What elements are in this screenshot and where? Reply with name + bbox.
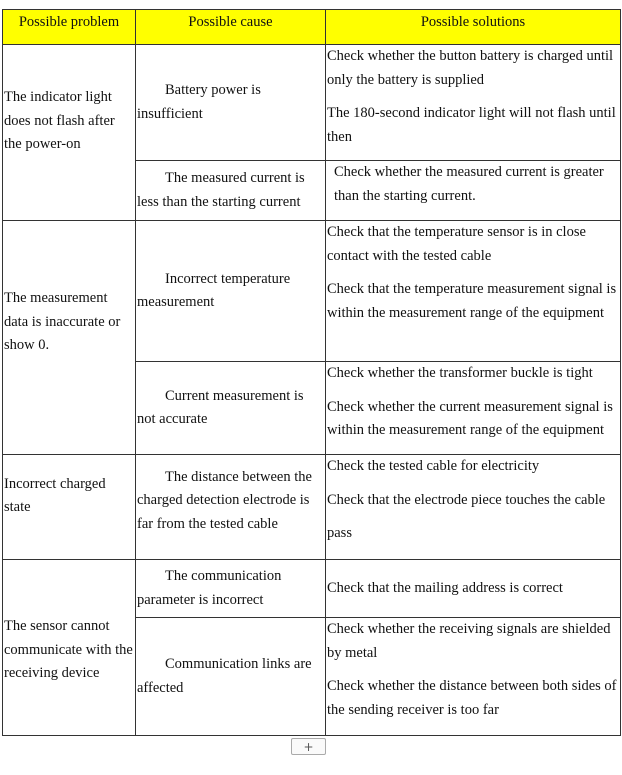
cause-text: Battery power is insufficient xyxy=(137,82,261,122)
cause-cell xyxy=(136,362,326,455)
header-solution: Possible solutions xyxy=(326,10,621,45)
add-row-button[interactable]: + xyxy=(291,738,326,755)
cause-text: The distance between the charged detection electrode is far from the tested cable xyxy=(137,468,312,532)
solution-cell xyxy=(326,45,621,161)
cause-cell xyxy=(136,221,326,362)
solution-text: Check whether the transformer buckle is tight xyxy=(327,365,593,381)
cause-cell xyxy=(136,618,326,736)
problem-cell: Incorrect charged state xyxy=(3,455,136,560)
solution-text: Check that the mailing address is correct xyxy=(327,579,563,596)
solution-text: Check that the temperature measurement signal is within the measurement range of the equipment xyxy=(327,281,617,321)
solution-text: Check that the electrode piece touches the cable xyxy=(327,491,606,508)
solution-cell xyxy=(326,618,621,736)
solution-text: The 180-second indicator light will not flash until then xyxy=(327,105,616,145)
solution-text: Check the tested cable for electricity xyxy=(327,458,540,474)
header-row xyxy=(3,10,621,45)
solution-text: pass xyxy=(327,525,352,541)
table-row xyxy=(3,221,621,362)
header-problem: Possible problem xyxy=(3,10,136,45)
table-row xyxy=(3,455,621,560)
cause-text: Current measurement is not accurate xyxy=(137,387,304,427)
cause-text: The measured current is less than the starting current xyxy=(137,170,305,210)
cause-cell xyxy=(136,45,326,161)
solution-text: Check whether the receiving signals are shielded by metal xyxy=(327,621,611,661)
problem-cell: The measurement data is inaccurate or show 0. xyxy=(3,221,136,455)
cause-cell xyxy=(136,161,326,221)
solution-text: Check whether the current measurement signal is within the measurement range of the equipment xyxy=(327,398,613,438)
solution-cell xyxy=(326,161,621,221)
cause-text: The communication parameter is incorrect xyxy=(137,568,282,608)
solution-text: Check whether the distance between both sides of the sending receiver is too far xyxy=(327,678,617,718)
table-row xyxy=(3,45,621,161)
troubleshooting-table xyxy=(2,9,621,736)
problem-cell: The sensor cannot communicate with the receiving device xyxy=(3,560,136,736)
cause-text: Incorrect temperature measurement xyxy=(137,270,291,310)
problem-cell: The indicator light does not flash after the power-on xyxy=(3,45,136,221)
table-row xyxy=(3,560,621,618)
solution-cell xyxy=(326,560,621,618)
cause-text: Communication links are affected xyxy=(137,656,312,696)
solution-cell xyxy=(326,362,621,455)
solution-text: Check whether the button battery is charged until only the battery is supplied xyxy=(327,48,614,88)
solution-cell xyxy=(326,455,621,560)
header-cause: Possible cause xyxy=(136,10,326,45)
cause-cell xyxy=(136,560,326,618)
solution-text: Check whether the measured current is greater than the starting current. xyxy=(334,164,604,204)
solution-cell xyxy=(326,221,621,362)
cause-cell xyxy=(136,455,326,560)
solution-text: Check that the temperature sensor is in close contact with the tested cable xyxy=(327,224,586,264)
